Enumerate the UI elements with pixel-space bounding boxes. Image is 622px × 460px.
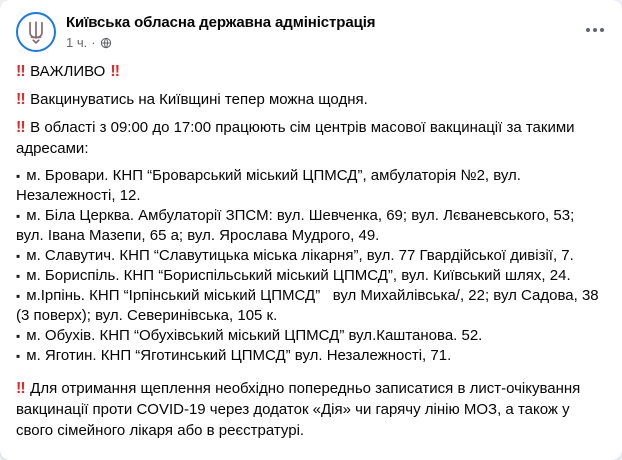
bullet-square-icon: ▪ [16,329,21,343]
post-text [16,61,606,441]
address-text: м. Яготин. КНП “Яготинський ЦПМСД” вул. Незалежності, 71. [26,347,452,364]
ellipsis-dot [586,28,590,32]
address-item [16,206,606,246]
double-exclamation-icon: ‼ [110,63,120,80]
header-meta [66,12,574,51]
page-name-link[interactable]: Київська обласна державна адміністрація [66,14,376,31]
address-item [16,166,606,206]
intro-line [16,89,606,110]
address-text: м. Бориспіль. КНП “Бориспільський міський ЦПМСД”, вул. Київський шлях, 24. [26,267,571,284]
tryzub-trident-icon [23,19,49,45]
bullet-square-icon: ▪ [16,289,21,303]
address-item [16,246,606,266]
double-exclamation-icon: ‼ [16,119,26,136]
registration-text: Для отримання щеплення необхідно попередньо записатися в лист-очікування вакцинації проти COVID-19 через додаток «Дія» чи гарячу лінію МОЗ, а також у свого сімейного лікаря або в реєстратурі. [16,380,581,439]
address-text: м. Біла Церква. Амбулаторії ЗПСМ: вул. Шевченка, 69; вул. Лєваневського, 53; вул. Івана Мазепи, 65 а; вул. Ярослава Мудрого, 49. [16,207,575,244]
bullet-square-icon: ▪ [16,249,21,263]
address-text: м. Славутич. КНП “Славутицька міська лікарня”, вул. 77 Гвардійської дивізії, 7. [26,247,574,264]
address-text: м.Ірпінь. КНП “Ірпінський міський ЦПМСД” вул Михайлівська/, 22; вул Садова, 38 (3 поверх); вул. Северинівська, 105 к. [16,287,599,324]
address-item [16,266,606,286]
bullet-square-icon: ▪ [16,209,21,223]
avatar[interactable] [16,12,56,52]
bullet-square-icon: ▪ [16,269,21,283]
double-exclamation-icon: ‼ [16,91,26,108]
double-exclamation-icon: ‼ [16,380,26,397]
timestamp-link[interactable]: 1 ч. [66,35,88,50]
schedule-text: В області з 09:00 до 17:00 працюють сім центрів масової вакцинації за такими адресами: [16,119,575,157]
address-list [16,166,606,366]
globe-privacy-icon [100,37,112,49]
address-item [16,346,606,366]
ellipsis-dot [600,28,604,32]
intro-text: Вакцинуватись на Київщині тепер можна щодня. [30,91,368,108]
bullet-square-icon: ▪ [16,169,21,183]
address-text: м. Обухів. КНП “Обухівський міський ЦПМСД” вул.Каштанова. 52. [26,327,483,344]
address-item [16,286,606,326]
meta-separator: · [91,35,96,50]
ellipsis-dot [593,28,597,32]
schedule-line [16,117,606,159]
important-line [16,61,606,82]
double-exclamation-icon: ‼ [16,63,26,80]
post-meta [66,35,574,51]
post-header [16,12,606,52]
important-label: ВАЖЛИВО [30,63,106,80]
registration-line [16,378,606,441]
post-options-button[interactable] [584,18,606,42]
address-item [16,326,606,346]
bullet-square-icon: ▪ [16,349,21,363]
address-text: м. Бровари. КНП “Броварський міський ЦПМСД”, амбулаторія №2, вул. Незалежності, 12. [16,167,521,204]
